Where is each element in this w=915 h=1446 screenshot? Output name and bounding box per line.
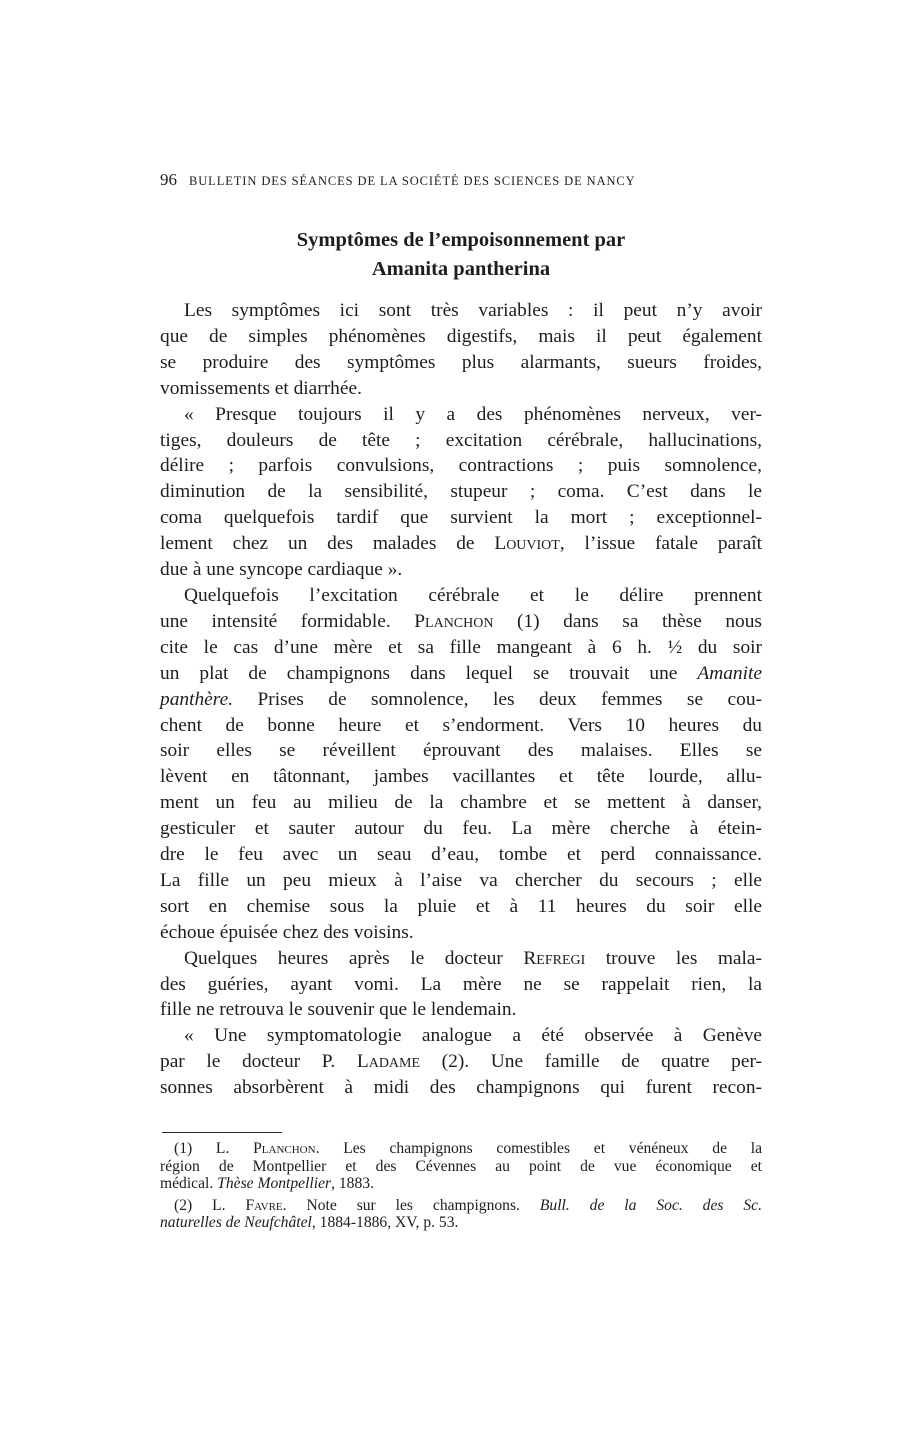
italic-term: Thèse Montpellier (217, 1175, 332, 1192)
text-line: chent de bonne heure et s’endorment. Vers 10 heures du (160, 714, 762, 736)
footnote-rule (162, 1132, 282, 1133)
running-title: BULLETIN DES SÉANCES DE LA SOCIÉTÉ DES SCIENCES DE NANCY (189, 174, 636, 188)
text-segment: (2). Une famille de quatre per- (441, 1051, 763, 1073)
footnote-line (160, 1197, 762, 1215)
text-line: cite le cas d’une mère et sa fille mangeant à 6 h. ½ du soir (160, 636, 762, 658)
paragraph-5 (160, 1023, 762, 1101)
author-name: Favre (245, 1196, 283, 1214)
footnotes (160, 1140, 762, 1236)
text-segment: , l’issue fatale paraît (559, 533, 762, 555)
author-name: Louviot (494, 533, 560, 555)
italic-term: Amanite (697, 662, 762, 684)
text-segment: un plat de champignons dans lequel se trouvait une (160, 662, 678, 684)
text-segment: médical. (160, 1175, 214, 1192)
page-number: 96 (160, 170, 177, 189)
text-line: due à une syncope cardiaque ». (160, 559, 403, 581)
text-segment: Quelques heures après le docteur (184, 947, 503, 969)
text-line (160, 687, 762, 713)
text-line (160, 609, 762, 635)
text-line: lèvent en tâtonnant, jambes vacillantes et tête lourde, allu- (160, 766, 762, 788)
running-head (160, 170, 762, 190)
italic-term: naturelles de Neufchâtel (160, 1214, 312, 1231)
text-line: dre le feu avec un seau d’eau, tombe et perd connaissance. (160, 844, 762, 866)
text-line (160, 531, 762, 557)
footnote-line: région de Montpellier et des Cévennes au point de vue économique et (160, 1157, 762, 1175)
footnote-1 (160, 1140, 762, 1193)
footnote-line (160, 1140, 762, 1158)
author-name: Refregi (523, 947, 586, 969)
text-line: tiges, douleurs de tête ; excitation cérébrale, hallucinations, (160, 429, 762, 451)
text-segment: , 1884-1886, XV, p. 53. (311, 1214, 459, 1231)
article-title (160, 226, 762, 284)
title-line-1: Symptômes de l’empoisonnement par (296, 229, 626, 251)
text-line (160, 661, 762, 687)
text-line: gesticuler et sauter autour du feu. La mère cherche à étein- (160, 818, 762, 840)
text-line: La fille un peu mieux à l’aise va chercher du secours ; elle (160, 869, 762, 891)
text-line: coma quelquefois tardif que survient la mort ; exceptionnel- (160, 507, 762, 529)
text-line: se produire des symptômes plus alarmants, sueurs froides, (160, 351, 762, 373)
text-line: échoue épuisée chez des voisins. (160, 921, 414, 943)
text-line: Quelquefois l’excitation cérébrale et le délire prennent (184, 584, 762, 606)
text-line: ment un feu au milieu de la chambre et se mettent à danser, (160, 792, 762, 814)
footnote-2 (160, 1197, 762, 1232)
text-line: des guéries, ayant vomi. La mère ne se rappelait rien, la (160, 973, 762, 995)
text-segment: . Les champignons comestibles et vénéneux de la (315, 1140, 762, 1157)
text-line: soir elles se réveillent éprouvant des malaises. Elles se (160, 740, 762, 762)
author-name: Planchon (253, 1140, 316, 1157)
text-line: sort en chemise sous la pluie et à 11 heures du soir elle (160, 895, 762, 917)
text-line: « Presque toujours il y a des phénomènes nerveux, ver- (184, 403, 762, 425)
text-line (160, 946, 762, 972)
text-segment: lement chez un des malades de (160, 533, 475, 555)
text-segment: Prises de somnolence, les deux femmes se cou- (257, 688, 762, 710)
text-segment: (1) L. (174, 1140, 230, 1157)
text-line: que de simples phénomènes digestifs, mais il peut également (160, 325, 762, 347)
text-line: délire ; parfois convulsions, contractions ; puis somnolence, (160, 455, 762, 477)
text-line: « Une symptomatologie analogue a été observée à Genève (184, 1025, 762, 1047)
text-segment: (1) dans sa thèse nous (517, 610, 762, 632)
text-line: fille ne retrouva le souvenir que le lendemain. (160, 999, 517, 1021)
footnote-line (160, 1175, 762, 1193)
text-segment: par le docteur P. (160, 1051, 336, 1073)
author-name: Planchon (414, 610, 494, 632)
text-line: vomissements et diarrhée. (160, 377, 362, 399)
italic-term: panthère. (160, 688, 234, 710)
text-line: diminution de la sensibilité, stupeur ; coma. C’est dans le (160, 481, 762, 503)
text-line: Les symptômes ici sont très variables : il peut n’y avoir (184, 300, 762, 321)
text-line: sonnes absorbèrent à midi des champignons qui furent recon- (160, 1077, 762, 1099)
text-segment: , 1883. (331, 1175, 374, 1192)
footnote-line (160, 1214, 762, 1232)
body-text (160, 298, 762, 1101)
paragraph-3 (160, 583, 762, 946)
text-segment: (2) L. (174, 1196, 226, 1214)
title-line-2: Amanita pantherina (371, 258, 551, 280)
text-segment: trouve les mala- (605, 947, 762, 969)
italic-term: Bull. de la Soc. des Sc. (539, 1196, 762, 1214)
text-line (160, 1049, 762, 1075)
paragraph-2 (160, 402, 762, 583)
author-name: Ladame (356, 1051, 421, 1073)
paragraph-4 (160, 946, 762, 1024)
text-segment: une intensité formidable. (160, 610, 391, 632)
text-segment: . Note sur les champignons. (282, 1196, 520, 1214)
paragraph-1 (160, 298, 762, 402)
